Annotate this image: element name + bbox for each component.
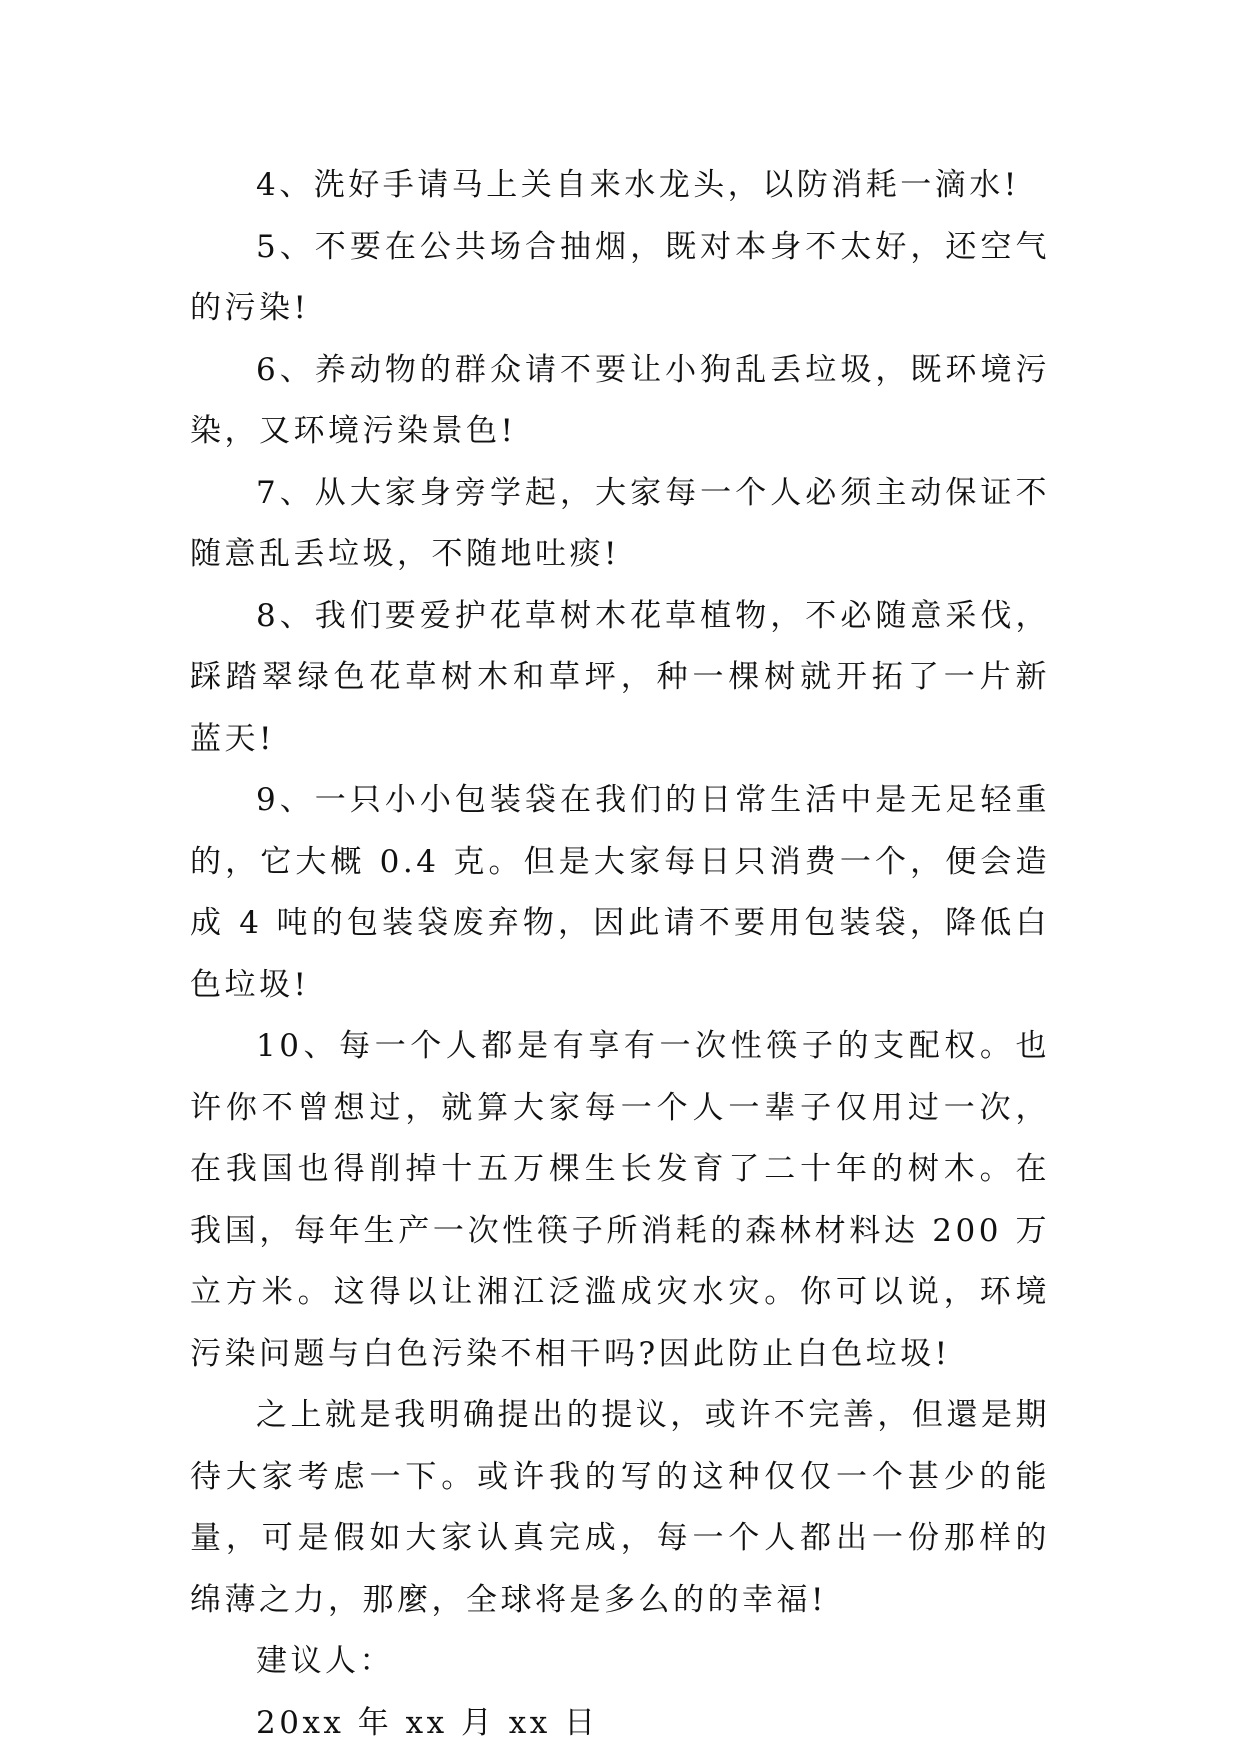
closing-paragraph: 之上就是我明确提出的提议，或许不完善，但還是期待大家考虑一下。或许我的写的这种仅仅一个甚少的能量，可是假如大家认真完成，每一个人都出一份那样的绵薄之力，那麼，全球将是多么的的幸福! bbox=[190, 1397, 1050, 1618]
paragraph-item-7: 7、从大家身旁学起，大家每一个人必须主动保证不随意乱丢垃圾，不随地吐痰! bbox=[190, 474, 1050, 572]
paragraph-item-6: 6、养动物的群众请不要让小狗乱丢垃圾，既环境污染，又环境污染景色! bbox=[190, 351, 1050, 449]
signature-date: 20xx 年 xx 月 xx 日 bbox=[256, 1704, 599, 1741]
paragraph-item-9: 9、一只小小包装袋在我们的日常生活中是无足轻重的，它大概 0.4 克。但是大家每日只消费一个，便会造成 4 吨的包装袋废弃物，因此请不要用包装袋，降低白色垃圾! bbox=[190, 782, 1050, 1003]
paragraph-item-4: 4、洗好手请马上关自来水龙头，以防消耗一滴水! bbox=[256, 167, 1020, 203]
document-body bbox=[190, 155, 1050, 1754]
signature-label: 建议人： bbox=[256, 1643, 394, 1679]
paragraph-item-8: 8、我们要爱护花草树木花草植物，不必随意采伐，踩踏翠绿色花草树木和草坪，种一棵树就开拓了一片新蓝天! bbox=[190, 597, 1050, 757]
paragraph-item-10: 10、每一个人都是有享有一次性筷子的支配权。也许你不曾想过，就算大家每一个人一辈子仅用过一次，在我国也得削掉十五万棵生长发育了二十年的树木。在我国，每年生产一次性筷子所消耗的森林材料达 200 万立方米。这得以让湘江泛滥成灾水灾。你可以说，环境污染问题与白色污染不相干吗?因此防止白色垃圾! bbox=[190, 1028, 1050, 1372]
paragraph-item-5: 5、不要在公共场合抽烟，既对本身不太好，还空气的污染! bbox=[190, 228, 1050, 326]
